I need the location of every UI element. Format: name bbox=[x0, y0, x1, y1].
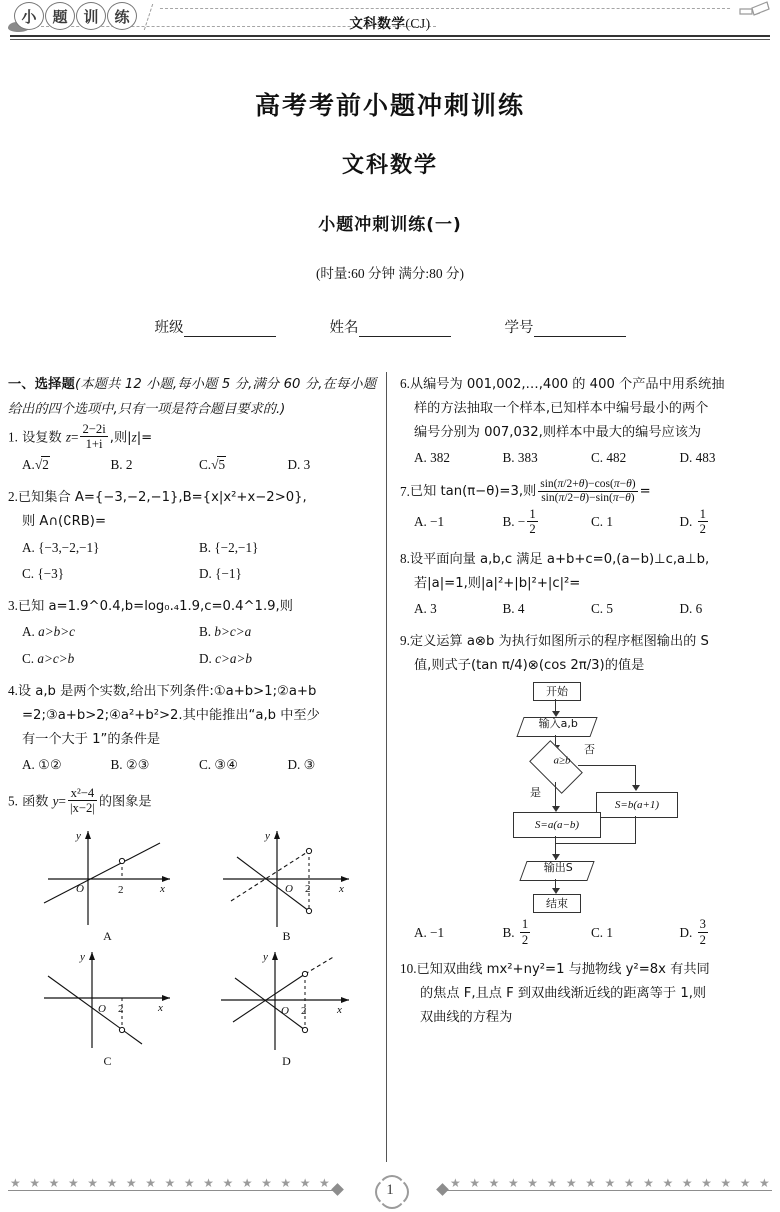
question-5-graph-c-label: C bbox=[103, 1053, 112, 1068]
footer-star-icon: ★ bbox=[623, 1176, 635, 1190]
question-4-stem bbox=[8, 679, 376, 704]
page-number bbox=[365, 1173, 415, 1207]
question-5-graph-grid bbox=[8, 817, 376, 1067]
question-5 bbox=[8, 786, 376, 1067]
question-3-option-b[interactable] bbox=[199, 619, 376, 645]
question-7-text-a: 已知 tan(π−θ)=3,则 bbox=[409, 483, 537, 499]
question-4-option-d-key: D. bbox=[287, 757, 301, 773]
flow-decision-label: a≥b bbox=[553, 754, 571, 767]
question-5-text-a: 函数 bbox=[22, 794, 53, 810]
question-3-stem bbox=[8, 594, 376, 619]
question-9-option-b[interactable] bbox=[503, 916, 592, 950]
question-4-option-c-value: ③④ bbox=[214, 757, 239, 773]
question-2-stem bbox=[8, 485, 376, 510]
question-6-option-b-key: B. bbox=[502, 450, 515, 466]
question-8-option-c[interactable] bbox=[591, 596, 680, 622]
flow-input-label: 输入a,b bbox=[538, 717, 578, 730]
question-9-option-c-key: C. bbox=[591, 925, 604, 940]
question-3-option-a-key: A. bbox=[22, 624, 35, 640]
question-3-number: 3. bbox=[8, 598, 18, 614]
footer-star-icon: ★ bbox=[164, 1176, 176, 1190]
question-1-option-b-key: B. bbox=[110, 456, 123, 472]
question-9-option-c-value: 1 bbox=[606, 925, 613, 940]
question-6-option-b[interactable] bbox=[503, 445, 592, 471]
field-name-input[interactable] bbox=[359, 321, 451, 337]
footer-star-icon: ★ bbox=[29, 1176, 41, 1190]
question-7-option-a-key: A. bbox=[414, 514, 427, 530]
question-1-option-b[interactable] bbox=[111, 452, 200, 479]
question-1-option-a-value: √2 bbox=[34, 456, 49, 472]
flow-connector-yes-vertical bbox=[555, 782, 556, 808]
question-4-option-d-value: ③ bbox=[303, 757, 316, 773]
question-7-option-d-key: D. bbox=[679, 514, 693, 530]
question-8-option-a-value: 3 bbox=[430, 600, 437, 616]
question-7 bbox=[400, 478, 768, 539]
question-8-line-2: 若|a|=1,则|a|²+|b|²+|c|²= bbox=[414, 575, 581, 591]
logo-char-2: 题 bbox=[45, 2, 75, 30]
flow-input-node bbox=[516, 717, 597, 737]
question-9-option-c[interactable] bbox=[591, 916, 680, 950]
footer-diamond-right bbox=[436, 1183, 449, 1196]
question-2-option-a-key: A. bbox=[22, 539, 35, 555]
footer-star-icon: ★ bbox=[565, 1176, 577, 1190]
question-3-option-c[interactable] bbox=[22, 646, 199, 672]
question-1-number: 1. bbox=[8, 429, 18, 445]
svg-text:2: 2 bbox=[118, 883, 124, 896]
question-1-text-a: 设复数 bbox=[22, 430, 66, 446]
question-3-option-a-value: a>b>c bbox=[38, 624, 75, 640]
question-1-fraction bbox=[80, 422, 107, 451]
question-7-fraction bbox=[538, 478, 637, 505]
question-8-option-b-value: 4 bbox=[517, 600, 525, 616]
question-8-option-a[interactable] bbox=[414, 596, 503, 622]
question-4-number: 4. bbox=[8, 683, 18, 699]
question-6-option-c-key: C. bbox=[591, 450, 604, 466]
section-title: 小题冲刺训练(一) bbox=[318, 215, 462, 235]
field-class-input[interactable] bbox=[184, 321, 276, 337]
question-7-option-b-value: − $\frac{1}{2}$ bbox=[517, 506, 536, 536]
logo-char-3: 训 bbox=[76, 2, 106, 30]
svg-text:O: O bbox=[281, 1004, 289, 1017]
question-8-option-c-key: C. bbox=[591, 600, 604, 616]
question-7-option-b[interactable] bbox=[503, 505, 592, 539]
question-1-text-b: ,则| bbox=[109, 430, 132, 446]
svg-text:y: y bbox=[263, 950, 268, 963]
question-6-line-2: 样的方法抽取一个样本,已知样本中编号最小的两个 bbox=[414, 401, 709, 417]
question-7-stem bbox=[400, 478, 768, 505]
question-5-number: 5. bbox=[8, 793, 18, 809]
question-1-text-c: |= bbox=[136, 430, 153, 446]
footer-star-icon: ★ bbox=[261, 1176, 272, 1190]
question-3-option-b-value: b>c>a bbox=[214, 624, 252, 640]
field-id-input[interactable] bbox=[534, 321, 626, 337]
flow-start-node: 开始 bbox=[533, 682, 581, 701]
question-8-option-d-key: D. bbox=[679, 600, 693, 616]
question-6-option-d-key: D. bbox=[679, 450, 693, 466]
question-3-option-c-key: C. bbox=[22, 650, 35, 666]
question-6-option-a-value: 382 bbox=[430, 450, 450, 466]
flow-connector-merge-horizontal bbox=[555, 843, 636, 844]
flow-true-branch-label: S=a(a−b) bbox=[534, 818, 580, 831]
svg-text:x: x bbox=[160, 882, 165, 895]
field-class bbox=[155, 316, 276, 337]
question-4-option-b-value: ②③ bbox=[125, 757, 150, 773]
footer-star-icon: ★ bbox=[507, 1176, 519, 1190]
question-3-line-1: 已知 a=1.9^0.4,b=log₀.₄1.9,c=0.4^1.9,则 bbox=[17, 599, 293, 615]
question-7-options bbox=[400, 505, 768, 539]
question-4-option-c[interactable] bbox=[199, 752, 288, 778]
question-5-graph-a[interactable] bbox=[30, 817, 185, 942]
question-8 bbox=[400, 547, 768, 622]
question-1-options bbox=[8, 452, 376, 479]
question-5-graph-b-label: B bbox=[282, 928, 291, 943]
question-4-option-a-key: A. bbox=[22, 757, 35, 773]
question-1-option-b-value: 2 bbox=[125, 456, 133, 472]
question-5-var-y: y bbox=[52, 793, 59, 809]
question-6 bbox=[400, 372, 768, 471]
question-6-option-d-value: 483 bbox=[695, 450, 716, 466]
footer-star-icon: ★ bbox=[488, 1176, 500, 1190]
subject-title: 文科数学 bbox=[341, 153, 438, 178]
question-7-text-b: = bbox=[639, 483, 651, 499]
footer-star-icon: ★ bbox=[662, 1176, 674, 1190]
footer-stars-right bbox=[450, 1176, 770, 1191]
question-7-option-c-value: 1 bbox=[606, 514, 613, 530]
question-4 bbox=[8, 679, 376, 778]
question-7-number: 7. bbox=[400, 483, 410, 499]
question-1-option-c-key: C. bbox=[199, 456, 212, 472]
question-7-option-c-key: C. bbox=[591, 514, 604, 530]
footer-star-icon: ★ bbox=[643, 1176, 654, 1190]
svg-text:y: y bbox=[265, 829, 270, 842]
question-7-option-a[interactable] bbox=[414, 505, 503, 539]
exam-meta: (时量:60 分钟 满分:80 分) bbox=[315, 266, 465, 281]
question-4-option-b[interactable] bbox=[111, 752, 200, 778]
question-3-option-d-key: D. bbox=[199, 650, 212, 666]
footer-star-icon: ★ bbox=[585, 1176, 596, 1190]
question-4-option-d[interactable] bbox=[288, 752, 377, 778]
question-8-option-d-value: 6 bbox=[695, 600, 703, 616]
question-4-line-2: =2;③a+b>2;④a²+b²>2.其中能推出“a,b 中至少 bbox=[22, 708, 320, 724]
question-1-var-z: z bbox=[65, 429, 71, 445]
question-9-option-a-value: −1 bbox=[430, 925, 445, 940]
question-7-frac-numerator: sin(π/2+θ)−cos(π−θ) bbox=[540, 478, 636, 491]
question-3-option-b-key: B. bbox=[199, 624, 212, 640]
question-4-option-a-value: ①② bbox=[38, 757, 62, 773]
student-info-row bbox=[0, 316, 780, 337]
question-8-option-c-value: 5 bbox=[606, 600, 613, 616]
footer-star-icon: ★ bbox=[222, 1176, 234, 1190]
question-5-eq: = bbox=[58, 793, 66, 809]
question-3-options-row-2 bbox=[8, 646, 376, 672]
flow-output-node bbox=[519, 861, 594, 881]
question-9-number: 9. bbox=[400, 632, 410, 648]
logo-char-1: 小 bbox=[14, 2, 44, 30]
question-7-option-a-value: −1 bbox=[430, 514, 445, 530]
question-3-option-d[interactable] bbox=[199, 646, 376, 672]
footer-star-icon: ★ bbox=[299, 1176, 311, 1190]
question-5-stem bbox=[8, 786, 376, 815]
question-8-option-b-key: B. bbox=[502, 600, 515, 616]
question-7-option-c[interactable] bbox=[591, 505, 680, 539]
svg-text:O: O bbox=[76, 882, 84, 895]
logo-char-4: 练 bbox=[107, 2, 137, 30]
section-intro-rest: (本题共 12 小题,每小题 5 分,满分 60 分,在每小题给出的四个选项中,只有一项是符合题目要求的.) bbox=[8, 377, 377, 418]
running-header-code: (CJ) bbox=[405, 16, 431, 31]
question-2-option-d-key: D. bbox=[199, 565, 212, 581]
question-5-graph-d[interactable] bbox=[209, 942, 364, 1067]
footer-star-icon: ★ bbox=[10, 1176, 21, 1190]
question-1-option-d-key: D. bbox=[287, 456, 301, 472]
question-3 bbox=[8, 594, 376, 672]
footer-star-icon: ★ bbox=[319, 1176, 330, 1190]
question-3-options-row-1 bbox=[8, 619, 376, 645]
footer-star-icon: ★ bbox=[203, 1176, 214, 1190]
question-2-line-2: 则 A∩(∁RB)= bbox=[22, 514, 106, 530]
question-2-option-b-value: {−2,−1} bbox=[214, 539, 259, 555]
question-9-flowchart bbox=[438, 682, 758, 914]
flow-true-branch-node bbox=[513, 812, 601, 838]
question-6-line-1: 从编号为 001,002,…,400 的 400 个产品中用系统抽 bbox=[409, 377, 725, 392]
question-8-option-a-key: A. bbox=[414, 600, 427, 616]
pencil-icon bbox=[736, 0, 772, 24]
question-4-line-3: 有一个大于 1”的条件是 bbox=[22, 732, 161, 748]
svg-text:2: 2 bbox=[305, 882, 311, 895]
question-6-stem bbox=[400, 372, 768, 397]
question-6-line-3: 编号分别为 007,032,则样本中最大的编号应该为 bbox=[414, 425, 702, 441]
question-2-line-1: 已知集合 A={−3,−2,−1},B={x|x²+x−2>0}, bbox=[17, 490, 307, 506]
footer-star-icon: ★ bbox=[145, 1176, 156, 1190]
graph-c-svg bbox=[30, 942, 185, 1057]
question-2-option-a[interactable] bbox=[22, 535, 199, 561]
question-10 bbox=[400, 957, 768, 1030]
footer-star-icon: ★ bbox=[106, 1176, 118, 1190]
footer-star-icon: ★ bbox=[604, 1176, 616, 1190]
footer-star-icon: ★ bbox=[87, 1176, 99, 1190]
question-1-var-z2: z bbox=[131, 429, 137, 445]
field-name bbox=[330, 316, 451, 337]
question-2-option-b[interactable] bbox=[199, 535, 376, 561]
question-2-option-c[interactable] bbox=[22, 561, 199, 587]
question-6-option-b-value: 383 bbox=[517, 450, 538, 466]
question-2-option-c-value: {−3} bbox=[37, 565, 65, 581]
question-2 bbox=[8, 485, 376, 587]
flow-arrow-3 bbox=[632, 785, 640, 791]
question-8-line-1: 设平面向量 a,b,c 满足 a+b+c=0,(a−b)⊥c,a⊥b, bbox=[409, 551, 710, 567]
footer-star-icon: ★ bbox=[469, 1176, 481, 1190]
question-4-line-1: 设 a,b 是两个实数,给出下列条件:①a+b>1;②a+b bbox=[17, 684, 317, 700]
question-3-option-a[interactable] bbox=[22, 619, 199, 645]
footer-star-icon: ★ bbox=[546, 1176, 558, 1190]
question-9-option-a[interactable] bbox=[414, 916, 503, 950]
question-6-options bbox=[400, 445, 768, 471]
column-divider bbox=[386, 372, 387, 1162]
question-9-option-d[interactable] bbox=[680, 916, 769, 950]
question-2-option-a-value: {−3,−2,−1} bbox=[38, 539, 100, 555]
question-5-graph-c[interactable] bbox=[30, 942, 185, 1067]
header-dashed-rule-top bbox=[160, 8, 730, 9]
question-6-option-a-key: A. bbox=[414, 450, 427, 466]
question-9-option-b-key: B. bbox=[502, 925, 515, 940]
question-10-line-2: 的焦点 F,且点 F 到双曲线渐近线的距离等于 1,则 bbox=[420, 986, 707, 1002]
question-10-number: 10. bbox=[400, 961, 417, 977]
question-2-options-row-2 bbox=[8, 561, 376, 587]
svg-text:O: O bbox=[98, 1002, 106, 1015]
question-1-option-c[interactable] bbox=[199, 452, 288, 479]
flow-branch-yes-label: 是 bbox=[530, 786, 541, 799]
svg-text:x: x bbox=[158, 1001, 163, 1014]
footer-star-icon: ★ bbox=[450, 1176, 461, 1190]
question-6-option-c[interactable] bbox=[591, 445, 680, 471]
flow-arrow-5 bbox=[552, 854, 560, 860]
question-4-option-c-key: C. bbox=[199, 757, 212, 773]
question-5-graph-b[interactable] bbox=[209, 817, 364, 942]
question-6-number: 6. bbox=[400, 376, 410, 391]
question-9-line-2: 值,则式子(tan π/4)⊗(cos 2π/3)的值是 bbox=[414, 657, 645, 673]
footer-star-icon: ★ bbox=[681, 1176, 693, 1190]
question-9 bbox=[400, 629, 768, 950]
question-7-option-b-key: B. bbox=[502, 514, 515, 530]
question-9-line-1: 定义运算 a⊗b 为执行如图所示的程序框图输出的 S bbox=[409, 633, 709, 649]
question-8-option-b[interactable] bbox=[503, 596, 592, 622]
svg-text:x: x bbox=[337, 1003, 342, 1016]
flow-false-branch-label: S=b(a+1) bbox=[614, 798, 660, 811]
question-8-number: 8. bbox=[400, 550, 410, 566]
question-5-frac-denominator: |x−2| bbox=[69, 800, 95, 815]
svg-text:2: 2 bbox=[118, 1002, 124, 1015]
question-4-options bbox=[8, 752, 376, 778]
question-9-option-d-key: D. bbox=[679, 925, 693, 940]
question-9-option-a-key: A. bbox=[414, 925, 427, 940]
svg-text:y: y bbox=[76, 829, 81, 842]
section-intro bbox=[8, 372, 376, 422]
question-1-stem bbox=[8, 422, 376, 451]
question-10-line-1: 已知双曲线 mx²+ny²=1 与抛物线 y²=8x 有共同 bbox=[416, 962, 710, 978]
graph-b-svg bbox=[209, 817, 364, 932]
section-intro-bold: 一、选择题 bbox=[8, 377, 75, 392]
question-1-frac-numerator: 2−2i bbox=[82, 422, 106, 437]
question-7-option-d[interactable] bbox=[680, 505, 769, 539]
question-2-option-d-value: {−1} bbox=[215, 565, 242, 581]
question-4-option-a[interactable] bbox=[22, 752, 111, 778]
flow-false-branch-node bbox=[596, 792, 678, 818]
question-1-option-d[interactable] bbox=[288, 452, 377, 479]
question-10-line-3: 双曲线的方程为 bbox=[420, 1010, 513, 1026]
flow-output-label: 输出S bbox=[543, 861, 573, 874]
footer-star-icon: ★ bbox=[280, 1176, 292, 1190]
page-number-value: 1 bbox=[386, 1181, 394, 1198]
footer-star-icon: ★ bbox=[739, 1176, 751, 1190]
question-2-options-row-1 bbox=[8, 535, 376, 561]
question-5-fraction bbox=[68, 786, 97, 815]
footer-star-icon: ★ bbox=[701, 1176, 712, 1190]
question-4-option-b-key: B. bbox=[110, 757, 123, 773]
question-2-option-d[interactable] bbox=[199, 561, 376, 587]
graph-d-svg bbox=[209, 942, 364, 1057]
question-8-options bbox=[400, 596, 768, 622]
flow-branch-no-label: 否 bbox=[584, 743, 595, 756]
svg-text:x: x bbox=[339, 882, 344, 895]
question-1-option-a-key: A. bbox=[22, 456, 35, 472]
question-5-graph-d-label: D bbox=[282, 1053, 291, 1068]
flow-connector-no-horizontal bbox=[578, 765, 636, 766]
footer-stars-left bbox=[10, 1176, 330, 1191]
question-9-option-d-value: $\frac{3}{2}$ bbox=[699, 917, 706, 947]
svg-text:2: 2 bbox=[301, 1004, 307, 1017]
question-1-eq: = bbox=[71, 429, 79, 445]
footer-star-icon: ★ bbox=[527, 1176, 539, 1190]
question-7-frac-denominator: sin(π/2−θ)−sin(π−θ) bbox=[541, 492, 635, 505]
field-name-label: 姓名 bbox=[329, 320, 359, 336]
question-2-option-b-key: B. bbox=[199, 539, 212, 555]
svg-text:y: y bbox=[80, 950, 85, 963]
page-footer bbox=[0, 1168, 780, 1208]
header-rule bbox=[10, 35, 770, 40]
flow-connector-false-down bbox=[635, 816, 636, 844]
footer-star-icon: ★ bbox=[241, 1176, 253, 1190]
footer-star-icon: ★ bbox=[183, 1176, 195, 1190]
field-id-label: 学号 bbox=[504, 320, 534, 336]
footer-star-icon: ★ bbox=[48, 1176, 60, 1190]
question-7-option-d-value: $\frac{1}{2}$ bbox=[699, 506, 706, 536]
question-6-option-c-value: 482 bbox=[606, 450, 627, 466]
footer-diamond-left bbox=[331, 1183, 344, 1196]
footer-star-icon: ★ bbox=[125, 1176, 137, 1190]
question-9-option-b-value: $\frac{1}{2}$ bbox=[521, 917, 529, 947]
field-id bbox=[505, 316, 626, 337]
field-class-label: 班级 bbox=[154, 320, 184, 336]
question-5-frac-numerator: x²−4 bbox=[68, 786, 97, 801]
question-5-graph-a-label: A bbox=[103, 928, 112, 943]
flow-end-node: 结束 bbox=[533, 894, 581, 913]
question-10-stem bbox=[400, 957, 768, 982]
footer-star-icon: ★ bbox=[720, 1176, 732, 1190]
left-column bbox=[8, 372, 376, 1074]
svg-text:O: O bbox=[285, 882, 293, 895]
right-column bbox=[400, 372, 768, 1037]
footer-star-icon: ★ bbox=[759, 1176, 770, 1190]
question-6-option-a[interactable] bbox=[414, 445, 503, 471]
logo-badge bbox=[14, 2, 137, 30]
question-9-options bbox=[400, 916, 768, 950]
question-1-option-c-value: √5 bbox=[211, 456, 226, 472]
question-3-option-c-value: a>c>b bbox=[37, 650, 75, 666]
page-header bbox=[0, 0, 780, 34]
question-9-stem bbox=[400, 629, 768, 654]
question-1 bbox=[8, 422, 376, 478]
question-8-stem bbox=[400, 547, 768, 572]
running-header-subject: 文科数学 bbox=[349, 16, 406, 32]
question-1-option-d-value: 3 bbox=[303, 456, 311, 472]
question-2-option-c-key: C. bbox=[22, 565, 35, 581]
footer-star-icon: ★ bbox=[67, 1176, 79, 1190]
question-8-option-d[interactable] bbox=[680, 596, 769, 622]
question-1-frac-denominator: 1+i bbox=[85, 437, 103, 452]
question-1-option-a[interactable] bbox=[22, 452, 111, 479]
graph-a-svg bbox=[30, 817, 185, 932]
question-2-number: 2. bbox=[8, 489, 18, 505]
question-3-option-d-value: c>a>b bbox=[215, 650, 252, 666]
page-title: 高考考前小题冲刺训练 bbox=[254, 91, 525, 120]
question-5-text-b: 的图象是 bbox=[98, 794, 152, 810]
question-6-option-d[interactable] bbox=[680, 445, 769, 471]
